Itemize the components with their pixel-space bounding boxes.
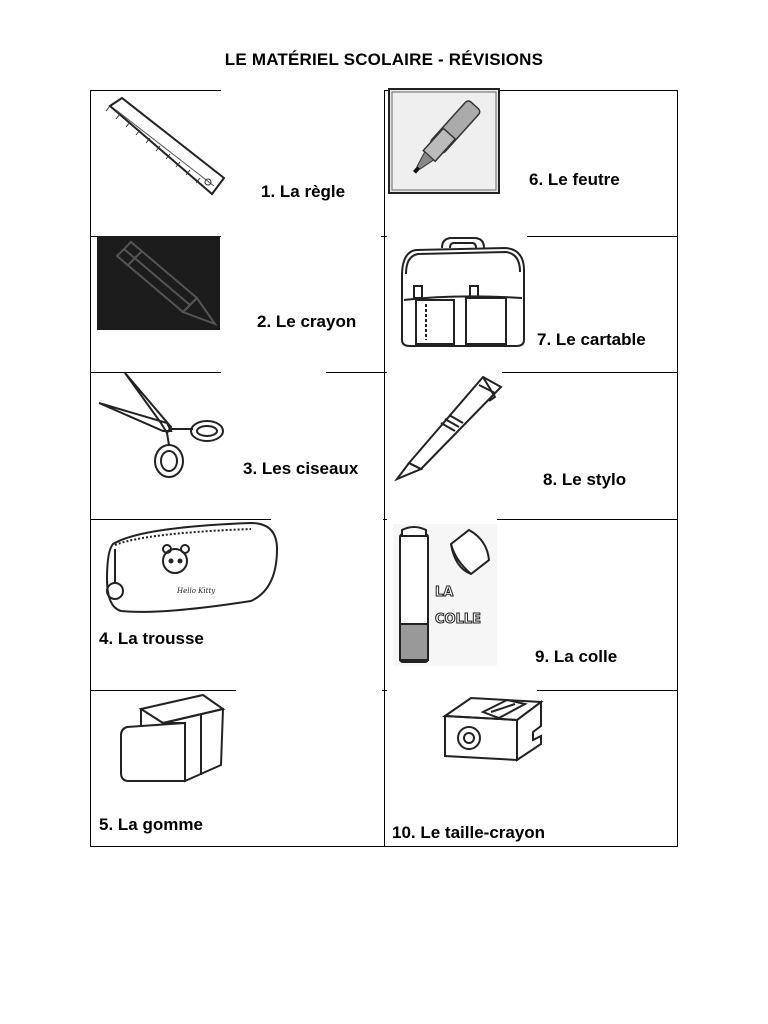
brand-text: Hello Kitty	[177, 587, 216, 595]
grid-divider	[384, 91, 385, 846]
item-label: 7. Le cartable	[537, 330, 646, 349]
item-label: 5. La gomme	[99, 815, 203, 834]
item-label: 9. La colle	[535, 647, 618, 666]
scissors-icon	[97, 371, 227, 481]
pencil-icon	[97, 236, 220, 330]
pen-icon	[391, 373, 507, 483]
item-label: 4. La trousse	[99, 629, 204, 648]
felt-pen-icon	[388, 88, 500, 194]
item-label: 1. La règle	[261, 182, 346, 201]
glue-text: LA	[435, 585, 454, 600]
glue-stick-icon	[393, 524, 497, 666]
item-label: 10. Le taille-crayon	[392, 823, 546, 842]
ruler-icon	[96, 94, 226, 204]
item-label: 8. Le stylo	[543, 470, 627, 489]
eraser-icon	[115, 689, 225, 785]
glue-text: COLLE	[435, 612, 482, 627]
item-label: 6. Le feutre	[529, 170, 620, 189]
page-title: LE MATÉRIEL SCOLAIRE - RÉVISIONS	[224, 50, 544, 69]
sharpener-icon	[441, 692, 547, 762]
vocabulary-grid	[90, 90, 678, 847]
item-label: 3. Les ciseaux	[243, 459, 359, 478]
pencil-case-icon	[101, 519, 281, 624]
item-label: 2. Le crayon	[257, 312, 357, 331]
schoolbag-icon	[396, 236, 528, 351]
